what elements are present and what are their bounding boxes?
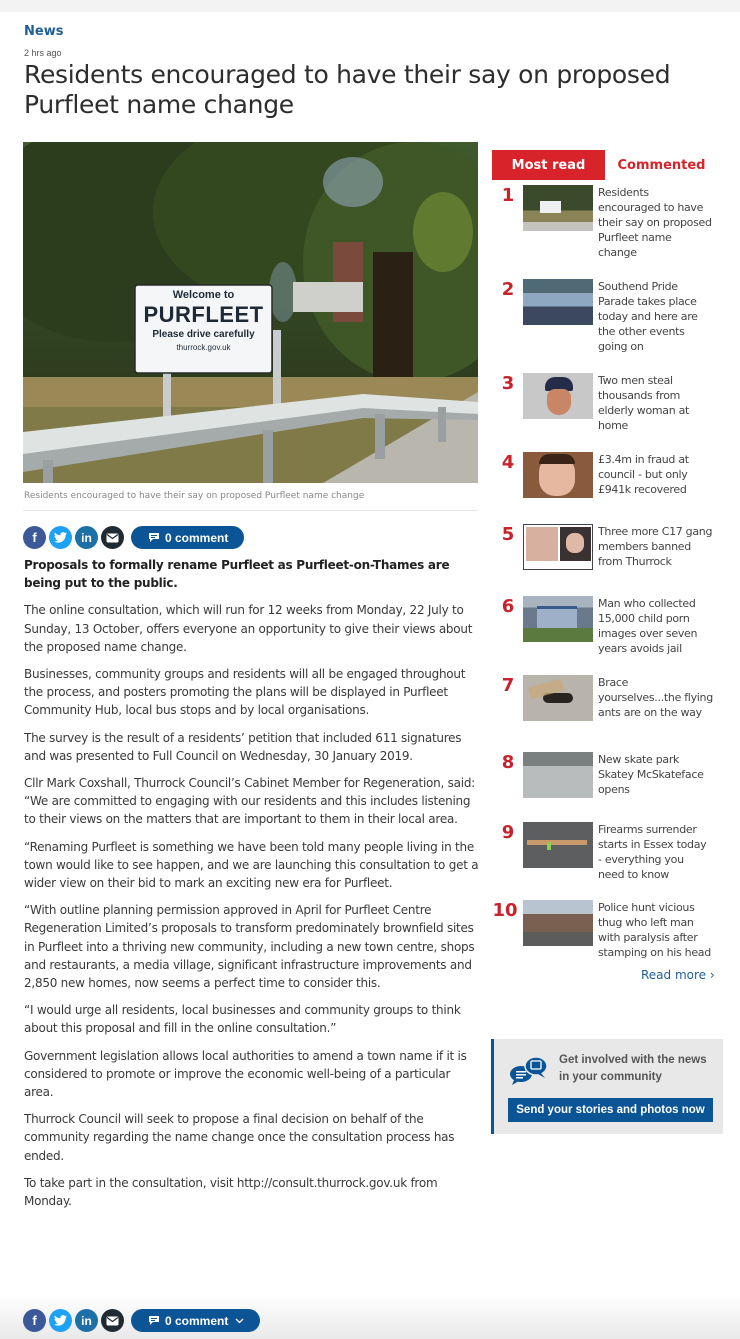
send-stories-button[interactable]: Send your stories and photos now — [508, 1098, 713, 1122]
comment-button[interactable] — [131, 1309, 260, 1332]
sidebar-tabs — [492, 150, 720, 180]
article-title: £3.4m in fraud at council - but only £941k recovered — [598, 453, 689, 496]
article-title: Man who collected 15,000 child porn images over seven years avoids jail — [598, 597, 698, 655]
article-title: Residents encouraged to have their say on proposed Purfleet name change — [598, 186, 712, 259]
thumbnail — [523, 596, 593, 642]
email-share-button[interactable] — [101, 1309, 124, 1332]
facebook-icon: f — [32, 530, 37, 545]
facebook-share-button[interactable] — [23, 526, 46, 549]
comment-icon — [148, 532, 160, 543]
thumbnail — [523, 822, 593, 868]
article-paragraph: “I would urge all residents, local businesses and community groups to think about this proposal and fill in the online consultation.” — [24, 1003, 461, 1036]
linkedin-icon: in — [81, 530, 92, 545]
article-title: Police hunt vicious thug who left man with paralysis after stamping on his head — [598, 901, 711, 959]
article-title: New skate park Skatey McSkateface opens — [598, 753, 704, 796]
article-paragraph: Thurrock Council will seek to propose a final decision on behalf of the community regarding the name change once the consultation process has ended. — [24, 1112, 455, 1163]
thumbnail — [523, 185, 593, 231]
rank: 10 — [492, 900, 518, 921]
article-title: Three more C17 gang members banned from Thurrock — [598, 525, 713, 568]
comment-count: 0 comment — [165, 530, 229, 545]
tab-most-read[interactable]: Most read — [492, 150, 605, 180]
article-lead: Proposals to formally rename Purfleet as Purfleet-on-Thames are being put to the public. — [24, 558, 450, 591]
email-icon — [106, 533, 119, 543]
read-more-link[interactable]: Read more › — [641, 968, 715, 982]
get-involved-box — [491, 1039, 723, 1134]
timestamp: 2 hrs ago — [24, 48, 62, 58]
thumbnail — [523, 279, 593, 325]
article-paragraph: The survey is the result of a residents’ petition that included 611 signatures and was presented to Full Council on Wednesday, 30 January 2019. — [24, 730, 462, 763]
share-bar-bottom — [23, 1309, 260, 1332]
headline: Residents encouraged to have their say on proposed Purfleet name change — [24, 60, 671, 119]
rank: 1 — [501, 185, 515, 206]
article-paragraph: Government legislation allows local authorities to amend a town name if it is considered to promote or improve the economic well-being of a particular area. — [24, 1048, 467, 1100]
rank: 4 — [501, 452, 515, 473]
rank: 5 — [501, 524, 515, 545]
involve-text: Get involved with the news in your community — [559, 1054, 707, 1083]
article-paragraph: “With outline planning permission approved in April for Purfleet Centre Regeneration Limited’s proposals to transform predominately brownfield sites in Purfleet into a thriving new community, including a new town centre, shops and restaurants, a media village, significant infrastructure improvements and 2,850 new homes, now seems a perfect time to consider this. — [24, 903, 475, 991]
email-share-button[interactable] — [101, 526, 124, 549]
thumbnail — [523, 524, 593, 570]
rank: 2 — [501, 279, 515, 300]
article-paragraph: To take part in the consultation, visit http://consult.thurrock.gov.uk from Monday. — [24, 1175, 438, 1209]
linkedin-icon: in — [81, 1313, 92, 1328]
article-title: Two men steal thousands from elderly woman at home — [598, 374, 690, 432]
rank: 9 — [501, 822, 515, 843]
twitter-icon — [54, 532, 67, 543]
article-paragraph: Cllr Mark Coxshall, Thurrock Council’s Cabinet Member for Regeneration, said: “We are committed to engaging with our residents and this includes listening to their views on the matters that are important to them in their local area. — [24, 776, 475, 827]
divider — [23, 510, 478, 511]
thumbnail — [523, 675, 593, 721]
article-title: Southend Pride Parade takes place today and here are the other events going on — [598, 280, 698, 353]
rank: 6 — [501, 596, 515, 617]
email-icon — [106, 1316, 119, 1326]
rank: 3 — [501, 373, 515, 394]
share-bar-top — [23, 526, 244, 549]
thumbnail — [523, 752, 593, 798]
comment-icon — [148, 1315, 160, 1326]
comment-button[interactable] — [131, 526, 244, 549]
article-paragraph: The online consultation, which will run for 12 weeks from Monday, 22 July to Sunday, 13 October, offers everyone an opportunity to give their views about the proposed name change. — [24, 603, 473, 654]
thumbnail — [523, 900, 593, 946]
article-paragraph: “Renaming Purfleet is something we have been told many people living in the town would like to see happen, and we are launching this consultation to get a wider view on their bid to mark an exciting new era for Purfleet. — [24, 839, 479, 891]
facebook-icon: f — [32, 1313, 37, 1328]
twitter-share-button[interactable] — [49, 1309, 72, 1332]
page — [0, 12, 740, 1339]
article-title: Firearms surrender starts in Essex today - everything you need to know — [598, 823, 707, 881]
article-paragraph: Businesses, community groups and residents will all be engaged throughout the process, and posters promoting the plans will be displayed in Purfleet Community Hub, local bus stops and by local organisations. — [24, 667, 466, 718]
linkedin-share-button[interactable] — [75, 1309, 98, 1332]
article-title: Brace yourselves...the flying ants are on the way — [598, 676, 713, 719]
thumbnail — [523, 373, 593, 419]
sign-text: Welcome to PURFLEET Please drive carefully thurrock.gov.uk — [143, 289, 264, 352]
rank: 7 — [501, 675, 515, 696]
image-caption: Residents encouraged to have their say on proposed Purfleet name change — [24, 491, 365, 501]
rank: 8 — [501, 752, 515, 773]
thumbnail — [523, 452, 593, 498]
chevron-down-icon — [235, 1318, 244, 1324]
tab-commented[interactable]: Commented — [617, 157, 706, 173]
linkedin-share-button[interactable] — [75, 526, 98, 549]
article-body — [24, 556, 479, 1219]
twitter-icon — [54, 1315, 67, 1326]
twitter-share-button[interactable] — [49, 526, 72, 549]
facebook-share-button[interactable] — [23, 1309, 46, 1332]
category-link[interactable]: News — [24, 24, 64, 39]
chat-bubbles-icon — [508, 1055, 548, 1085]
comment-count: 0 comment — [165, 1313, 229, 1328]
hero-image[interactable] — [23, 142, 478, 483]
